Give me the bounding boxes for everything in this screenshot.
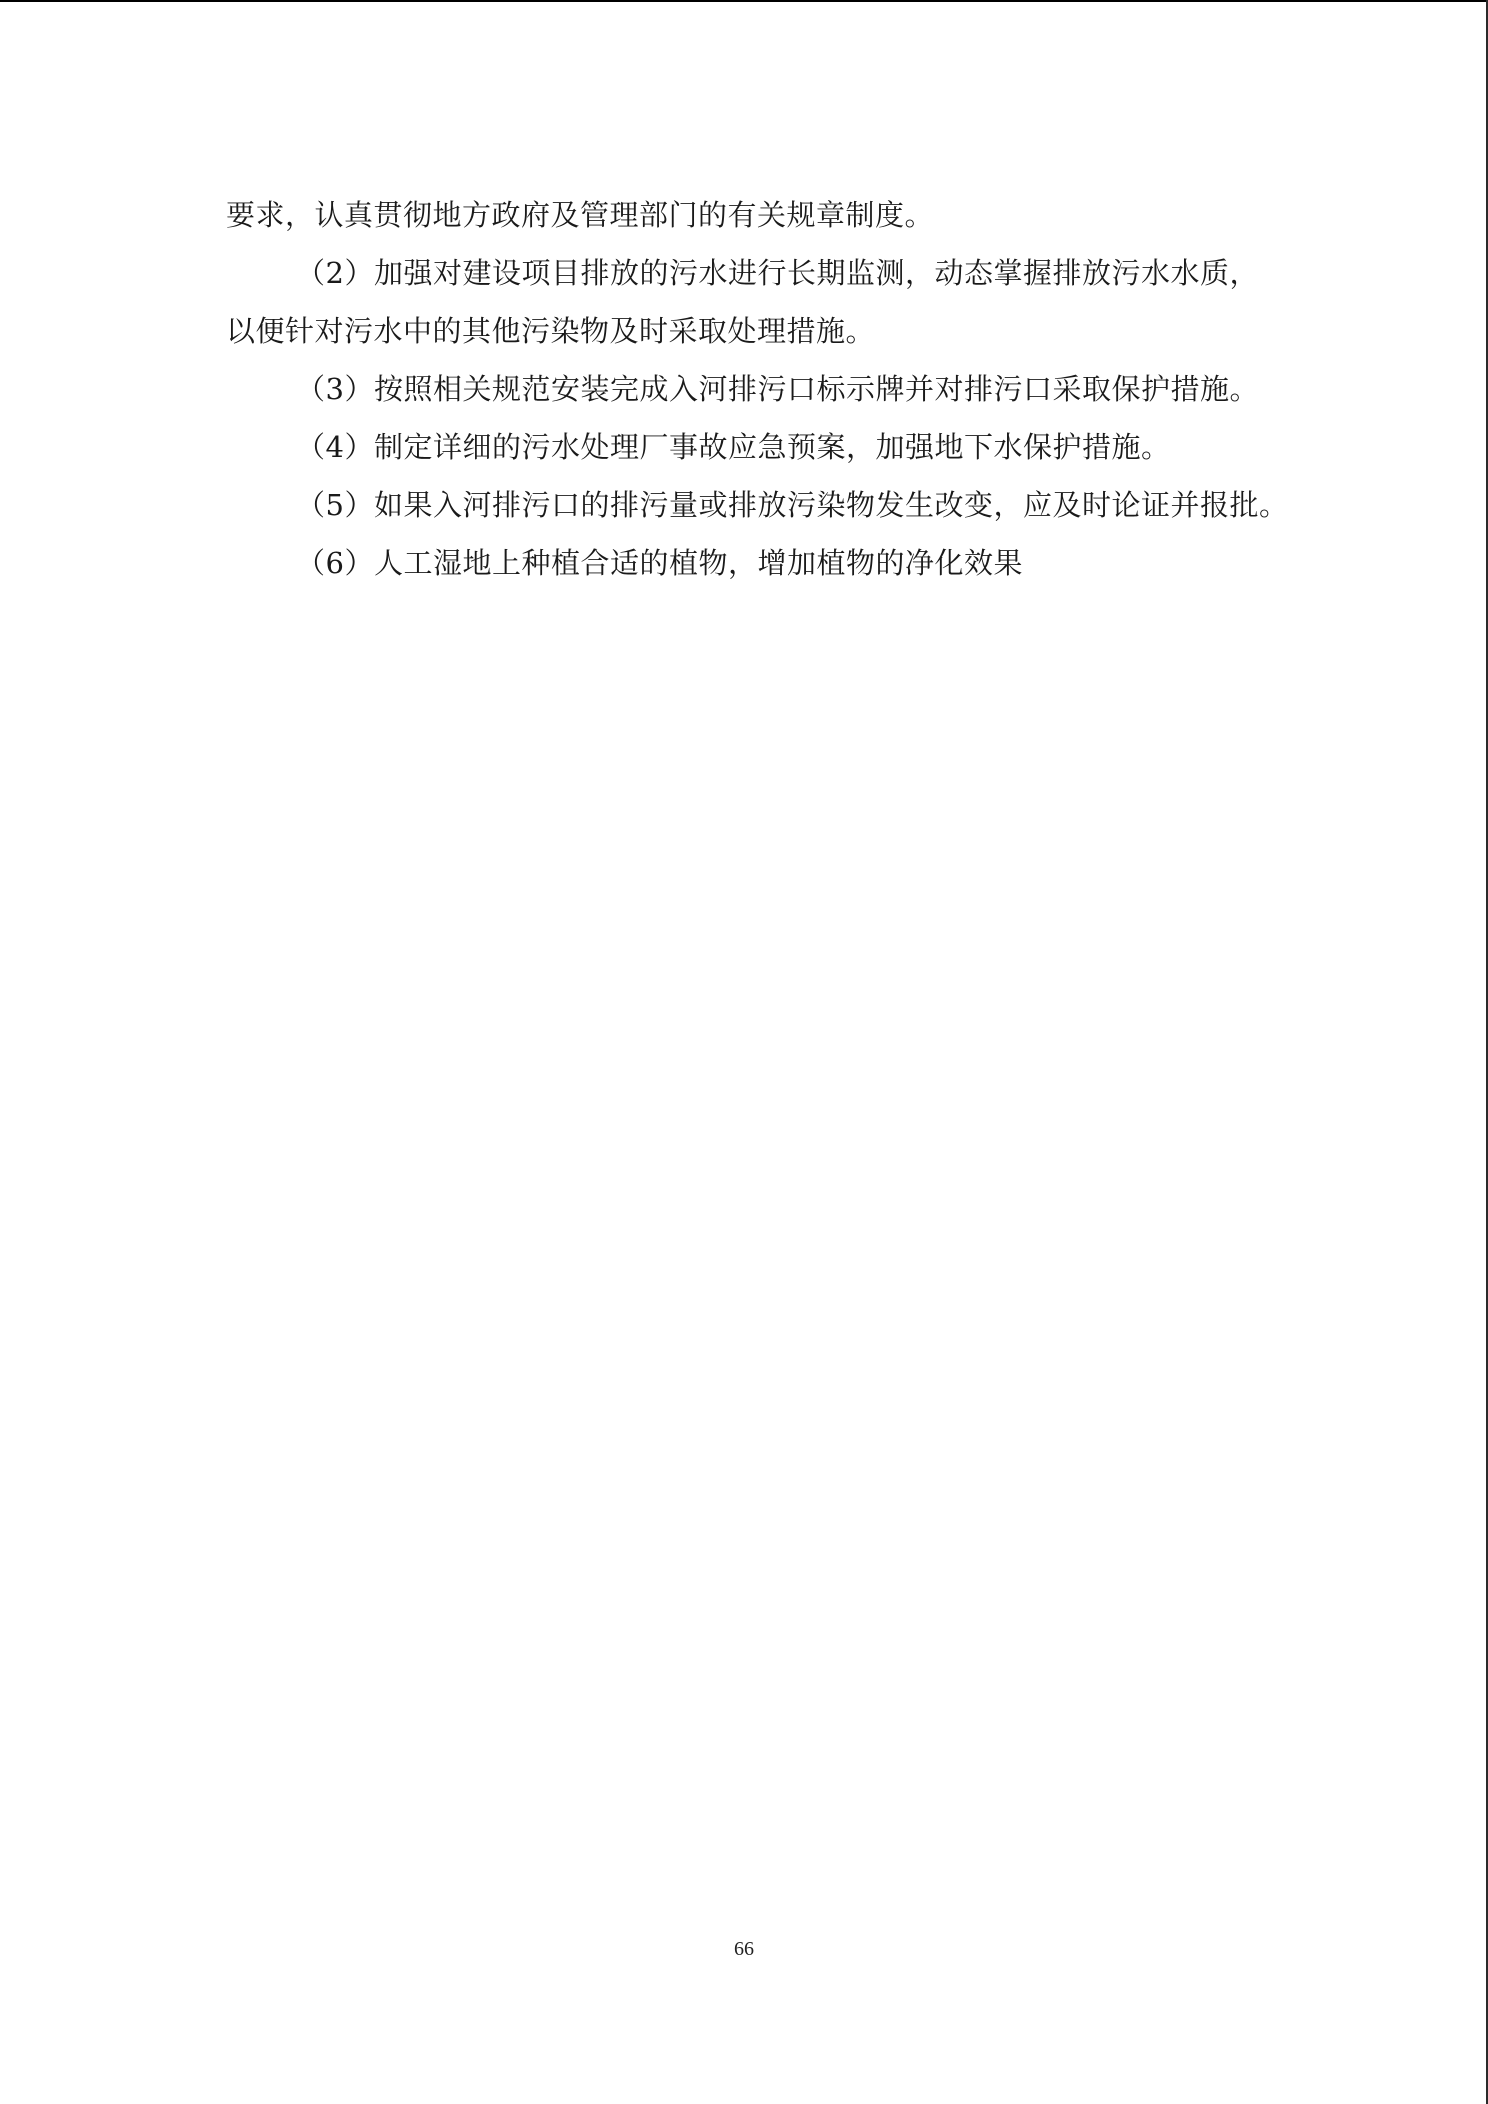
- list-item-3: （3）按照相关规范安装完成入河排污口标示牌并对排污口采取保护措施。: [296, 372, 1259, 406]
- text-line-continuation-2: 以便针对污水中的其他污染物及时采取处理措施。: [226, 314, 876, 348]
- page-number: 66: [734, 1938, 754, 1960]
- page-top-border: [0, 0, 1488, 2]
- list-item-6: （6）人工湿地上种植合适的植物，增加植物的净化效果: [296, 546, 1023, 580]
- body-text: [226, 186, 1289, 592]
- list-item-2: （2）加强对建设项目排放的污水进行长期监测，动态掌握排放污水水质，: [296, 256, 1259, 290]
- text-line-continuation: 要求，认真贯彻地方政府及管理部门的有关规章制度。: [226, 198, 935, 232]
- list-item-5: （5）如果入河排污口的排污量或排放污染物发生改变，应及时论证并报批。: [296, 488, 1289, 522]
- list-item-4: （4）制定详细的污水处理厂事故应急预案，加强地下水保护措施。: [296, 430, 1171, 464]
